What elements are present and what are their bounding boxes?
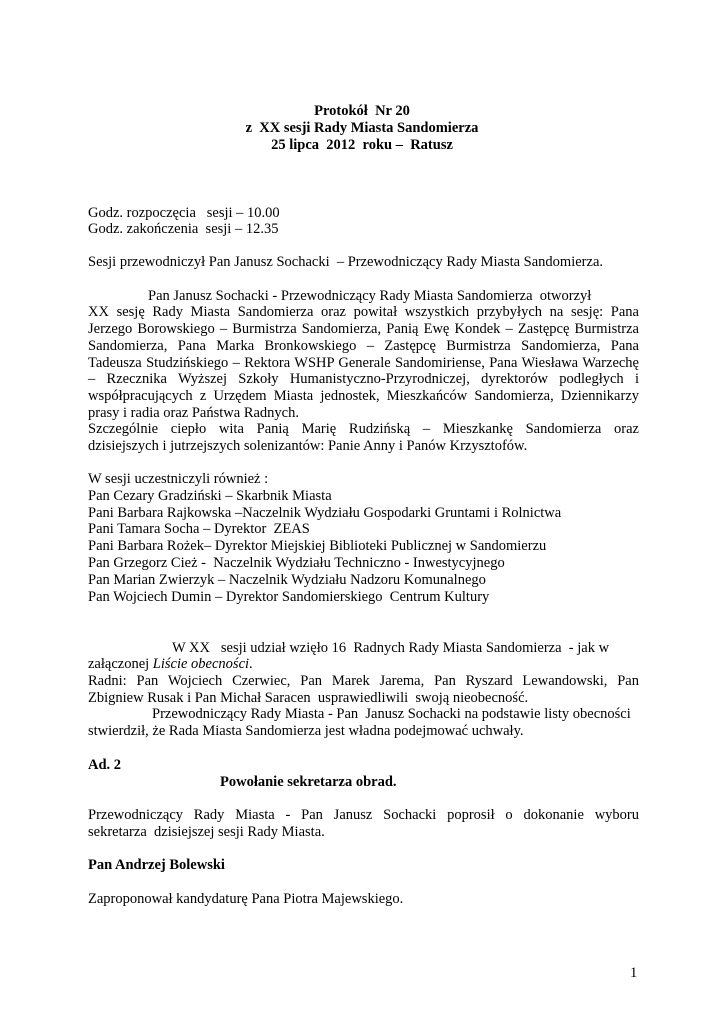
presence-line-2 xyxy=(88,656,253,673)
attendee-item: Pani Barbara Rajkowska –Naczelnik Wydziału Gospodarki Gruntami i Rolnictwa xyxy=(88,505,562,521)
opening-line-7: współpracujących z Urzędem Miasta jednostek, Mieszkańców Sandomierza, Dziennikarzy xyxy=(88,388,639,404)
end-time: Godz. zakończenia sesji – 12.35 xyxy=(88,221,279,237)
ad2-line-1: Przewodniczący Rady Miasta - Pan Janusz Sochacki poprosił o dokonanie wyboru xyxy=(88,807,639,823)
presence-line-2-suffix: . xyxy=(249,656,253,672)
speaker-name: Pan Andrzej Bolewski xyxy=(88,857,225,873)
opening-line-6: – Rzecznika Wyższej Szkoły Humanistyczno-Przyrodniczej, dyrektorów podległych i xyxy=(88,371,639,387)
presence-line-3: Radni: Pan Wojciech Czerwiec, Pan Marek Jarema, Pan Ryszard Lewandowski, Pan xyxy=(88,673,639,689)
speaker-proposal: Zaproponował kandydaturę Pana Piotra Majewskiego. xyxy=(88,891,404,907)
page-number: 1 xyxy=(630,965,638,981)
attendee-item: Pan Grzegorz Cież - Naczelnik Wydziału Techniczno - Inwestycyjnego xyxy=(88,555,505,571)
agenda-item-title: Powołanie sekretarza obrad. xyxy=(220,774,397,790)
attendee-item: Pani Barbara Rożek– Dyrektor Miejskiej Biblioteki Publicznej w Sandomierzu xyxy=(88,538,547,554)
opening-line-4: Sandomierza, Pana Marka Bronkowskiego – Zastępcę Burmistrza Sandomierza, Pana xyxy=(88,338,639,354)
chair-statement: Sesji przewodniczył Pan Janusz Sochacki – Przewodniczący Rady Miasta Sandomierza. xyxy=(88,254,604,270)
opening-line-5: Tadeusza Studzińskiego – Rektora WSHP Generale Sandomiriense, Pana Wiesława Warzechę xyxy=(88,355,639,371)
session-subtitle: z XX sesji Rady Miasta Sandomierza xyxy=(245,120,479,136)
attendance-list-reference: Liście obecności xyxy=(152,656,250,672)
agenda-item-label: Ad. 2 xyxy=(88,757,122,773)
session-date-place: 25 lipca 2012 roku – Ratusz xyxy=(271,137,453,153)
opening-line-3: Jerzego Borowskiego – Burmistrza Sandomierza, Panią Ewę Kondek – Zastępcę Burmistrza xyxy=(88,321,639,337)
opening-line-2: XX sesję Rady Miasta Sandomierza oraz powitał wszystkich przybyłych na sesję: Pana xyxy=(88,304,639,320)
attendee-item: Pan Marian Zwierzyk – Naczelnik Wydziału Nadzoru Komunalnego xyxy=(88,572,486,588)
presence-line-5: Przewodniczący Rady Miasta - Pan Janusz Sochacki na podstawie listy obecności xyxy=(152,706,631,722)
presence-line-1: W XX sesji udział wzięło 16 Radnych Rady Miasta Sandomierza - jak w xyxy=(172,640,610,656)
opening-line-8: prasy i radia oraz Państwa Radnych. xyxy=(88,405,299,421)
attendees-intro: W sesji uczestniczyli również : xyxy=(88,471,269,487)
attendee-item: Pani Tamara Socha – Dyrektor ZEAS xyxy=(88,521,310,537)
opening-line-1: Pan Janusz Sochacki - Przewodniczący Rady Miasta Sandomierza otworzył xyxy=(148,288,592,304)
presence-line-6: stwierdził, że Rada Miasta Sandomierza jest władna podejmować uchwały. xyxy=(88,723,524,739)
presence-line-4: Zbigniew Rusak i Pan Michał Saracen usprawiedliwili swoją nieobecność. xyxy=(88,690,529,706)
protocol-title: Protokół Nr 20 xyxy=(314,103,410,119)
attendee-item: Pan Wojciech Dumin – Dyrektor Sandomierskiego Centrum Kultury xyxy=(88,589,490,605)
attendee-item: Pan Cezary Gradziński – Skarbnik Miasta xyxy=(88,488,332,504)
presence-line-2-prefix: załączonej xyxy=(88,656,153,672)
opening-line-10: dzisiejszych i jutrzejszych solenizantów: Panie Anny i Panów Krzysztofów. xyxy=(88,438,528,454)
start-time: Godz. rozpoczęcia sesji – 10.00 xyxy=(88,205,280,221)
opening-line-9: Szczególnie ciepło wita Panią Marię Rudzińską – Mieszkankę Sandomierza oraz xyxy=(88,421,639,437)
ad2-line-2: sekretarza dzisiejszej sesji Rady Miasta. xyxy=(88,824,325,840)
